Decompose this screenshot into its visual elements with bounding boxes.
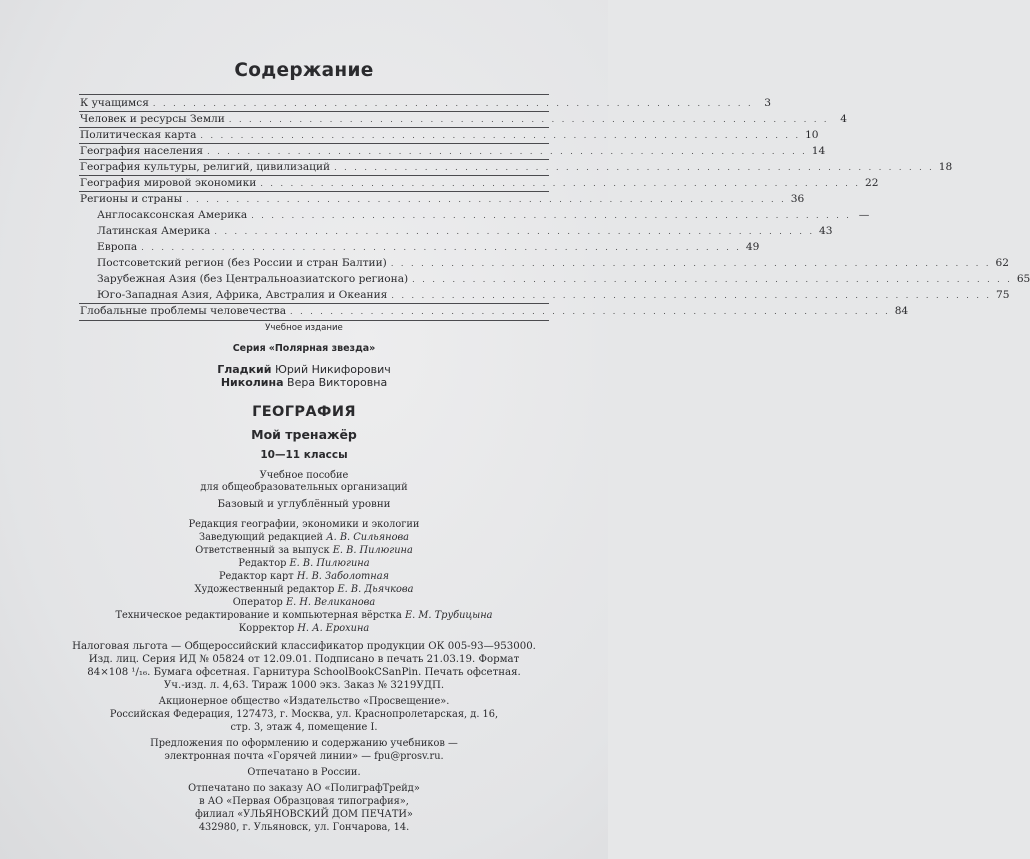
toc-item [97,208,870,222]
toc-top-rule [79,94,549,95]
book-title: ГЕОГРАФИЯ [252,404,356,420]
toc-item-title: Англосаксонская Америка [97,209,248,221]
toc-item-page: 65 [1016,273,1030,285]
toc-leader-dots: . . . . . . . . . . . . . . . . . . . . . . . . . . . . . . . . . . . . . . . . . . . . . . . . . . . . . . . . . . . . [390,259,991,268]
toc-leader-dots: . . . . . . . . . . . . . . . . . . . . . . . . . . . . . . . . . . . . . . . . . . . . . . . . . . . . . . . . . . . . [260,179,861,188]
toc-leader-dots: . . . . . . . . . . . . . . . . . . . . . . . . . . . . . . . . . . . . . . . . . . . . . . . . . . . . . . . . . . . . [412,275,1013,284]
toc-leader-dots: . . . . . . . . . . . . . . . . . . . . . . . . . . . . . . . . . . . . . . . . . . . . . . . . . . . . . . . . . . . . [334,163,935,172]
credit-person: Е. В. Пилюгина [289,558,370,569]
tax-line: Налоговая льгота — Общероссийский классификатор продукции ОК 005-93—953000. [72,641,536,652]
credit-role: Заведующий редакцией [198,532,324,543]
toc-item-title: Человек и ресурсы Земли [80,113,225,125]
credit-row [0,558,608,570]
toc-bottom-rule [79,320,549,321]
toc-item-title: География мировой экономики [80,177,257,189]
toc-leader-dots: . . . . . . . . . . . . . . . . . . . . . . . . . . . . . . . . . . . . . . . . . . . . . . . . . . . . . . . . . . . . [200,131,801,140]
toc-leader-dots: . . . . . . . . . . . . . . . . . . . . . . . . . . . . . . . . . . . . . . . . . . . . . . . . . . . . . . . . . . . . [207,147,808,156]
toc-item-page: — [858,209,870,221]
credit-role: Корректор [238,623,295,634]
author-1 [0,364,608,376]
toc-leader-dots: . . . . . . . . . . . . . . . . . . . . . . . . . . . . . . . . . . . . . . . . . . . . . . . . . . . . . . . . . . . . [251,211,852,220]
credit-person: Е. В. Пилюгина [332,545,413,556]
credit-role: Редактор карт [218,571,294,582]
purpose-line-1: Учебное пособие [259,470,349,481]
tax-line: Изд. лиц. Серия ИД № 05824 от 12.09.01. Подписано в печать 21.03.19. Формат [88,654,520,665]
toc-item-page: 18 [938,161,953,173]
toc-leader-dots: . . . . . . . . . . . . . . . . . . . . . . . . . . . . . . . . . . . . . . . . . . . . . . . . . . . . . . . . . . . . [290,307,891,316]
credit-role: Оператор [232,597,283,608]
toc-item-page: 62 [995,257,1009,269]
editorial-office: Редакция географии, экономики и экологии [188,519,420,530]
toc-item [80,176,879,190]
toc-item-title: Регионы и страны [80,193,183,205]
toc-item [80,160,953,174]
toc-title: Содержание [234,60,374,81]
credit-person: Е. В. Дьячкова [337,584,414,595]
levels: Базовый и углублённый уровни [217,498,391,510]
printer-line: Отпечатано по заказу АО «ПолиграфТрейд» [188,783,420,794]
publisher-line: Российская Федерация, 127473, г. Москва, ул. Краснопролетарская, д. 16, [109,709,499,720]
book-classes: 10—11 классы [260,449,348,461]
toc-item [80,128,819,142]
toc-item-title: Европа [97,241,138,253]
toc-leader-dots: . . . . . . . . . . . . . . . . . . . . . . . . . . . . . . . . . . . . . . . . . . . . . . . . . . . . . . . . . . . . [152,99,754,108]
credit-person: Е. М. Трубицына [405,610,493,621]
tax-line: Уч.-изд. л. 4,63. Тираж 1000 экз. Заказ № 3219УДП. [163,680,445,691]
printer-line: 432980, г. Ульяновск, ул. Гончарова, 14. [198,822,410,833]
toc-item [97,272,1030,286]
toc-leader-dots: . . . . . . . . . . . . . . . . . . . . . . . . . . . . . . . . . . . . . . . . . . . . . . . . . . . . . . . . . . . . [228,115,829,124]
toc-item [97,256,1009,270]
purpose-line-2: для общеобразовательных организаций [200,482,408,493]
credit-person: Н. А. Ерохина [297,623,370,634]
toc-item-title: Политическая карта [80,129,197,141]
credit-person: А. В. Сильянова [326,532,410,543]
credit-role: Ответственный за выпуск [195,545,330,556]
author-1-name: Юрий Никифорович [274,363,391,376]
toc-item-page: 75 [996,289,1010,301]
credit-person: Н. В. Заболотная [296,571,390,582]
toc-item-page: 10 [805,129,819,141]
credit-row [0,545,608,557]
printer-line: филиал «УЛЬЯНОВСКИЙ ДОМ ПЕЧАТИ» [195,809,413,820]
toc-item [80,144,826,158]
toc-item [80,96,772,110]
series-name: «Полярная звезда» [268,343,376,354]
credit-role: Редактор [238,558,287,569]
credit-person: Е. Н. Великанова [285,597,376,608]
toc-item-title: К учащимся [80,97,149,109]
toc-item [80,304,909,318]
series-label: Серия [232,343,266,354]
book-subtitle: Мой тренажёр [251,427,357,442]
toc-item-page: 14 [811,145,826,157]
toc-item [97,240,760,254]
toc-item-title: Латинская Америка [97,225,211,237]
toc-item-title: Постсоветский регион (без России и стран Балтии) [97,257,387,269]
credit-row [0,623,608,635]
author-2-surname: Николина [220,376,284,389]
toc-leader-dots: . . . . . . . . . . . . . . . . . . . . . . . . . . . . . . . . . . . . . . . . . . . . . . . . . . . . . . . . . . . . [214,227,815,236]
toc-item-page: 84 [894,305,909,317]
author-2-name: Вера Викторовна [287,376,388,389]
publisher-line: стр. 3, этаж 4, помещение I. [230,722,378,733]
toc-item-page: 3 [764,97,772,109]
credit-role: Техническое редактирование и компьютерная вёрстка [115,610,402,621]
suggestion-line: электронная почта «Горячей линии» — fpu@prosv.ru. [164,751,444,762]
credit-row [0,584,608,596]
printed-in: Отпечатано в России. [247,767,361,778]
credit-row [0,597,608,609]
toc-item-title: Глобальные проблемы человечества [80,305,287,317]
publisher-line: Акционерное общество «Издательство «Просвещение». [158,696,450,707]
toc-item-page: 36 [790,193,805,205]
toc-item-title: География населения [80,145,204,157]
author-1-surname: Гладкий [217,363,272,376]
credit-row [0,532,608,544]
toc-item-page: 43 [819,225,833,237]
credit-row [0,571,608,583]
tax-line: 84×108 ¹/₁₆. Бумага офсетная. Гарнитура SchoolBookCSanPin. Печать офсетная. [87,667,521,678]
toc-item [97,288,1010,302]
toc-item-title: Юго-Западная Азия, Африка, Австралия и Океания [97,289,388,301]
suggestion-line: Предложения по оформлению и содержанию учебников — [150,738,458,749]
toc-item-title: География культуры, религий, цивилизаций [80,161,331,173]
toc-item [97,224,833,238]
toc-item [80,192,805,206]
series [0,343,608,355]
credit-row [0,610,608,622]
credit-role: Художественный редактор [194,584,335,595]
author-2 [0,377,608,389]
toc-item-page: 22 [864,177,879,189]
toc-leader-dots: . . . . . . . . . . . . . . . . . . . . . . . . . . . . . . . . . . . . . . . . . . . . . . . . . . . . . . . . . . . . [186,195,787,204]
toc-item [80,112,847,126]
toc-leader-dots: . . . . . . . . . . . . . . . . . . . . . . . . . . . . . . . . . . . . . . . . . . . . . . . . . . . . . . . . . . . . [391,291,992,300]
printer-line: в АО «Первая Образцовая типография», [199,796,409,807]
toc-leader-dots: . . . . . . . . . . . . . . . . . . . . . . . . . . . . . . . . . . . . . . . . . . . . . . . . . . . . . . . . . . . . [141,243,742,252]
toc-item-page: 4 [840,113,847,125]
edition-type: Учебное издание [265,323,343,333]
toc-item-page: 49 [745,241,760,253]
toc-item-title: Зарубежная Азия (без Центральноазиатского региона) [97,273,409,285]
